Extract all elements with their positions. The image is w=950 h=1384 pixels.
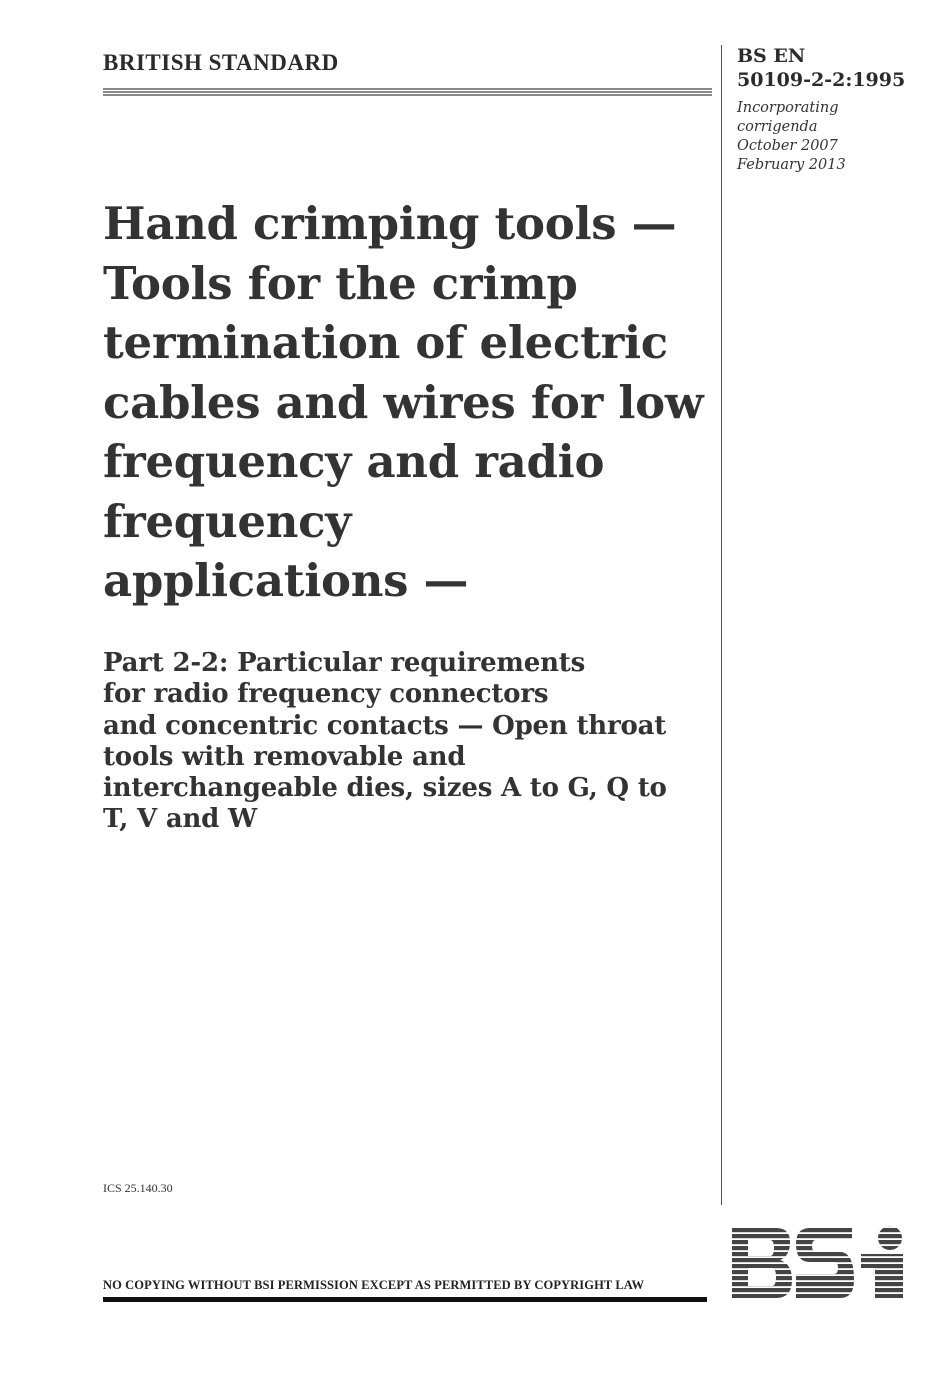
subtitle-line: Part 2-2: Particular requirements bbox=[103, 648, 586, 678]
title-line: frequency and radio bbox=[103, 435, 605, 488]
header-rule bbox=[103, 88, 712, 97]
document-type-label: BRITISH STANDARD bbox=[103, 50, 339, 75]
subtitle-line: for radio frequency connectors bbox=[103, 679, 549, 710]
vertical-divider bbox=[721, 45, 722, 1205]
copyright-notice: NO COPYING WITHOUT BSI PERMISSION EXCEPT AS PERMITTED BY COPYRIGHT LAW bbox=[103, 1278, 645, 1292]
standard-number-line: 50109-2-2:1995 bbox=[737, 69, 906, 91]
title-line: applications — bbox=[103, 554, 469, 607]
title-line: Tools for the crimp bbox=[103, 256, 578, 310]
corrigenda-line: corrigenda bbox=[737, 119, 818, 135]
subtitle-line: interchangeable dies, sizes A to G, Q to bbox=[103, 773, 667, 804]
footer-rule bbox=[103, 1297, 707, 1302]
standard-number bbox=[737, 44, 937, 92]
subtitle-line: T, V and W bbox=[103, 804, 258, 835]
ics-code: ICS 25.140.30 bbox=[103, 1181, 173, 1195]
title-line: termination of electric bbox=[103, 316, 668, 369]
corrigenda-line: October 2007 bbox=[737, 138, 838, 154]
part-subtitle bbox=[103, 648, 715, 836]
corrigenda-line: February 2013 bbox=[737, 157, 846, 173]
title-line: frequency bbox=[103, 494, 352, 548]
subtitle-line: tools with removable and bbox=[103, 741, 466, 772]
corrigenda-note bbox=[737, 99, 937, 175]
standard-number-line: BS EN bbox=[737, 45, 806, 67]
corrigenda-line: Incorporating bbox=[737, 100, 839, 116]
title-line: cables and wires for low bbox=[103, 375, 704, 429]
title-line: Hand crimping tools — bbox=[103, 197, 677, 250]
document-title bbox=[103, 194, 713, 611]
bsi-logo-icon bbox=[730, 1222, 905, 1304]
subtitle-line: and concentric contacts — Open throat bbox=[103, 710, 667, 741]
